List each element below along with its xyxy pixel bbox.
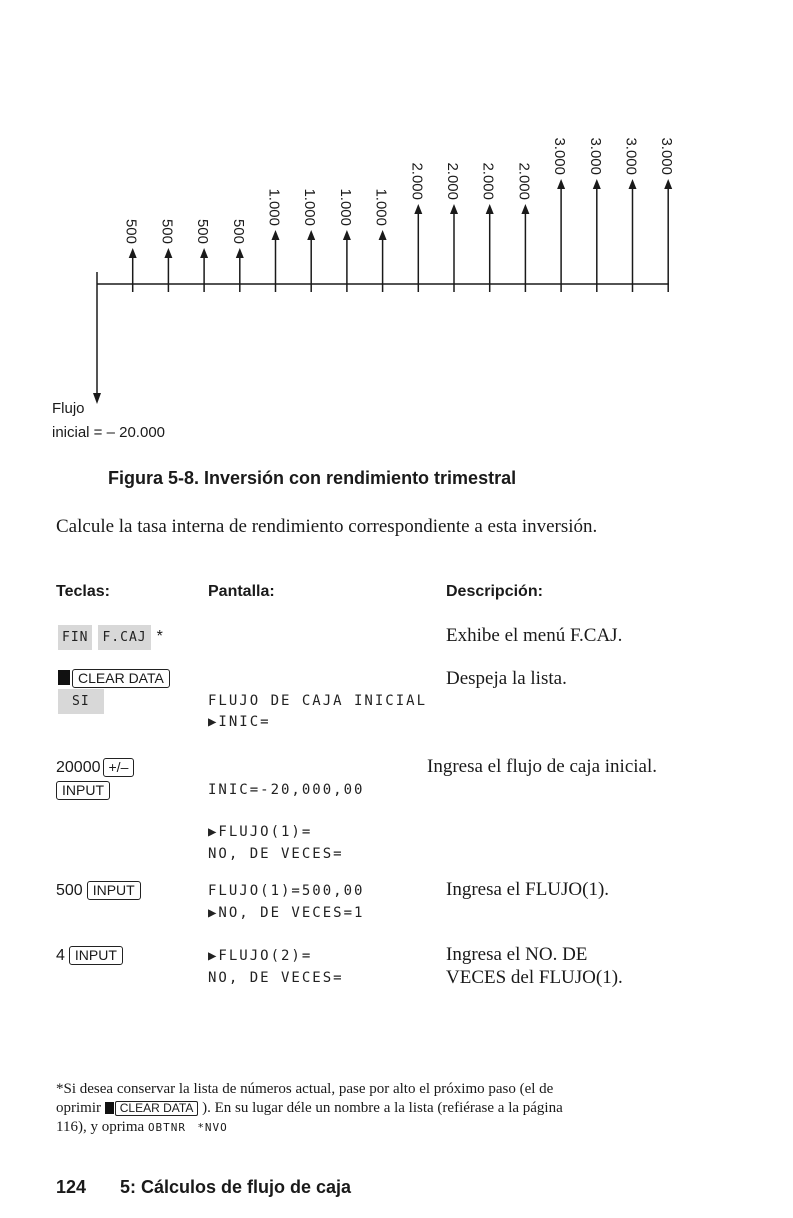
menu-key-obtnr: OBTNR [147,1121,187,1134]
footnote-marker: * [156,628,163,645]
flow-label-9: 2.000 [408,162,426,200]
row3-display-1: INIC=-20,000,00 [208,782,365,798]
shift-key-icon[interactable] [58,670,70,685]
input-key-3[interactable]: INPUT [69,946,123,965]
header-description: Descripción: [446,583,543,600]
header-keys: Teclas: [56,583,110,600]
footnote-line-1: *Si desea conservar la lista de números actual, pase por alto el próximo paso (el de [56,1081,554,1097]
flow-label-3: 500 [194,218,212,244]
footnote-line-3: 116), y oprima OBTNR *NVO [56,1119,228,1135]
flow-arrowhead-15 [629,179,637,189]
row5-display-2: ▶NO, DE VECES=1 [208,905,365,921]
row6-display-2: NO, DE VECES= [208,970,344,986]
menu-key-fcaj[interactable]: F.CAJ [98,625,150,650]
row5-number: 500 [56,882,83,899]
clear-data-key[interactable]: CLEAR DATA [72,669,170,688]
flow-arrowhead-4 [236,248,244,258]
flow-arrowhead-10 [450,204,458,214]
row3-keys-b [56,779,110,802]
initial-flow-label-1: Flujo [52,400,85,417]
flow-arrowhead-8 [379,230,387,240]
row5-display-1: FLUJO(1)=500,00 [208,883,365,899]
row1-description: Exhibe el menú F.CAJ. [446,625,623,646]
flow-label-1: 500 [122,218,140,244]
page-number: 124 [56,1177,87,1197]
flow-arrowhead-9 [414,204,422,214]
row2-display-2: ▶INIC= [208,714,271,730]
flow-arrowhead-14 [593,179,601,189]
flow-arrowhead-6 [307,230,315,240]
row5-keys [56,879,141,902]
footnote-clear-data-key: CLEAR DATA [115,1101,199,1116]
change-sign-key[interactable]: +/– [103,758,135,777]
menu-key-fin[interactable]: FIN [58,625,92,650]
flow-label-12: 2.000 [515,162,533,200]
footnote [56,1080,676,1137]
flow-label-10: 2.000 [444,162,461,200]
row3-number: 20000 [56,759,101,776]
flow-label-8: 1.000 [372,188,390,226]
initial-flow-label-2: inicial = – 20.000 [52,424,165,441]
menu-key-si[interactable]: SI [58,689,104,714]
row4-display-2: NO, DE VECES= [208,846,344,862]
flow-arrowhead-7 [343,230,351,240]
row1-keys [58,625,163,650]
row2-keys-b [58,689,110,714]
menu-key-nvo: *NVO [197,1121,228,1134]
row5-description: Ingresa el FLUJO(1). [446,879,610,900]
row6-description-2: VECES del FLUJO(1). [446,967,623,988]
row6-number: 4 [56,947,65,964]
row2-display-1: FLUJO DE CAJA INICIAL [208,693,428,709]
row2-description: Despeja la lista. [446,668,567,689]
input-key[interactable]: INPUT [56,781,110,800]
intro-text: Calcule la tasa interna de rendimiento correspondiente a esta inversión. [56,516,598,537]
flow-label-6: 1.000 [301,188,319,226]
flow-label-7: 1.000 [336,188,354,226]
row3-keys [56,756,134,779]
flow-arrowhead-13 [557,179,565,189]
row6-display-1: ▶FLUJO(2)= [208,948,313,964]
flow-label-4: 500 [229,218,247,244]
flow-label-11: 2.000 [479,162,497,200]
flow-label-16: 3.000 [658,137,676,175]
flow-label-14: 3.000 [586,137,604,175]
figure-caption: Figura 5-8. Inversión con rendimiento trimestral [108,468,517,488]
row3-description: Ingresa el flujo de caja inicial. [427,756,658,777]
row4-display-1: ▶FLUJO(1)= [208,824,313,840]
flow-arrowhead-16 [664,179,672,189]
flow-arrowhead-5 [272,230,280,240]
footnote-line-2: oprimir CLEAR DATA ). En su lugar déle un nombre a la lista (refiérase a la página [56,1100,563,1116]
flow-label-15: 3.000 [622,137,640,175]
header-display: Pantalla: [208,583,275,600]
flow-label-2: 500 [158,218,176,244]
flow-arrowhead-12 [521,204,529,214]
row6-description-1: Ingresa el NO. DE [446,944,588,965]
flow-arrowhead-11 [486,204,494,214]
flow-label-5: 1.000 [265,188,283,226]
flow-arrowhead-1 [129,248,137,258]
row6-keys [56,944,123,967]
chapter-title: 5: Cálculos de flujo de caja [120,1177,352,1197]
flow-arrowhead-2 [164,248,172,258]
flow-label-13: 3.000 [551,137,569,175]
cash-flow-diagram [0,0,793,450]
flow-arrowhead-3 [200,248,208,258]
initial-flow-arrowhead [93,393,101,404]
input-key-2[interactable]: INPUT [87,881,141,900]
shift-key-icon [105,1102,114,1114]
row2-keys [58,667,170,690]
